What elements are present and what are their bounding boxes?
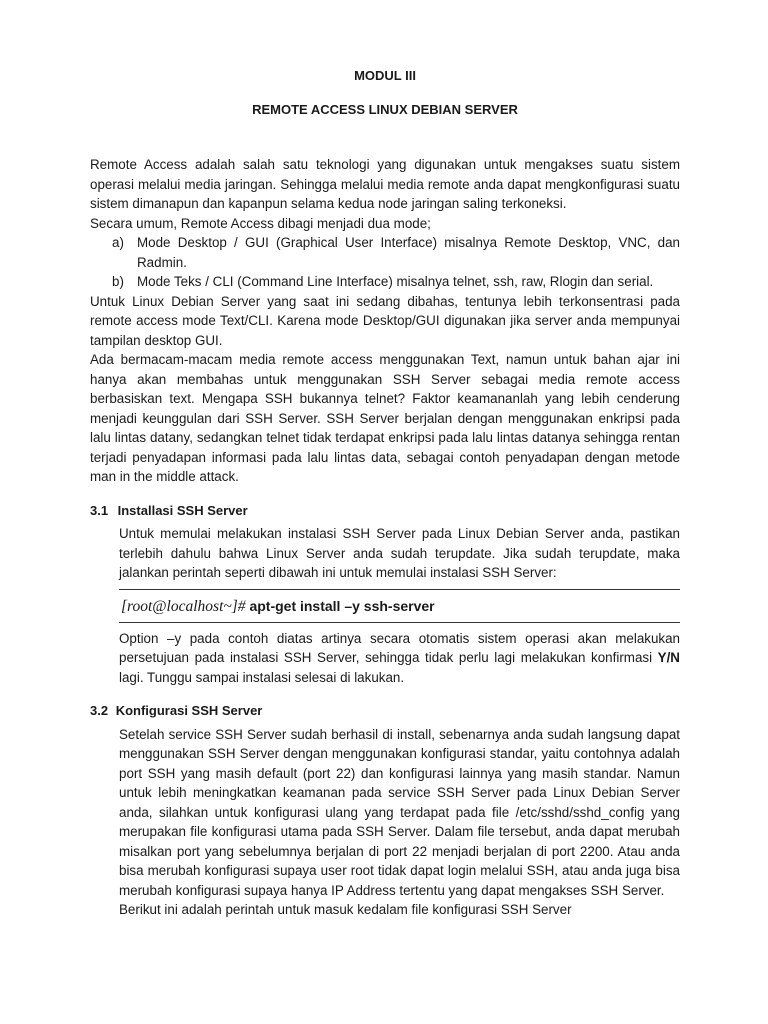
command-prompt: [root@localhost~]# <box>121 597 246 615</box>
intro-paragraph-4: Ada bermacam-macam media remote access menggunakan Text, namun untuk bahan ajar ini hanya akan membahas untuk menggunakan SSH Server sebagai media remote access berbasiskan text. Mengapa SSH bukannya telnet? Faktor keamananlah yang lebih cenderung menjadi keunggulan dari SSH Server. SSH Server berjalan dengan menggunakan enkripsi pada lalu lintas datany, sedangkan telnet tidak terdapat enkripsi pada lalu lintas datanya sehingga rentan terjadi penyadapan informasi pada lalu lintas data, sebagai contoh penyadapan dengan metode man in the middle attack. <box>90 352 680 484</box>
section-number: 3.2 <box>90 703 109 718</box>
module-heading: MODUL III <box>354 68 416 83</box>
section1-paragraph-1: Untuk memulai melakukan instalasi SSH Server pada Linux Debian Server anda, pastikan terlebih dahulu bahwa Linux Server anda sudah terupdate. Jika sudah terupdate, maka jalankan perintah seperti dibawah ini untuk memulai instalasi SSH Server: <box>119 526 680 580</box>
section1-p2-text: Option –y pada contoh diatas artinya secara otomatis sistem operasi akan melakukan persetujuan pada instalasi SSH Server, sehingga tidak perlu lagi melakukan konfirmasi <box>119 630 680 665</box>
command-box <box>119 589 680 623</box>
intro-paragraph-3: Untuk Linux Debian Server yang saat ini sedang dibahas, tentunya lebih terkonsentrasi pada remote access mode Text/CLI. Karena mode Desktop/GUI digunakan jika server anda mempunyai tampilan desktop GUI. <box>90 293 680 348</box>
yn-option: Y/N <box>657 650 680 665</box>
list-marker: a) <box>112 235 124 250</box>
list-item <box>90 233 680 272</box>
section-number: 3.1 <box>90 502 109 518</box>
page-title: REMOTE ACCESS LINUX DEBIAN SERVER <box>252 101 518 117</box>
section-title-text: Konfigurasi SSH Server <box>115 703 263 718</box>
list-marker: b) <box>112 274 124 289</box>
intro-paragraph-2: Secara umum, Remote Access dibagi menjadi dua mode; <box>90 215 431 231</box>
list-item <box>90 272 680 292</box>
command-text: apt-get install –y ssh-server <box>249 597 435 614</box>
section-title-text: Installasi SSH Server <box>117 502 248 518</box>
section1-p2-tail: lagi. Tunggu sampai instalasi selesai di lakukan. <box>119 669 405 685</box>
intro-paragraph-1: Remote Access adalah salah satu teknologi yang digunakan untuk mengakses suatu sistem operasi melalui media jaringan. Sehingga melalui media remote anda dapat mengkonfigurasi suatu sistem dimanapun dan kapanpun selama kedua node jaringan saling terkoneksi. <box>90 157 680 211</box>
section2-paragraph-2: Berikut ini adalah perintah untuk masuk kedalam file konfigurasi SSH Server <box>119 902 572 917</box>
section1-paragraph-2 <box>90 629 680 688</box>
section2-paragraph-1: Setelah service SSH Server sudah berhasil di install, sebenarnya anda sudah langsung dapat menggunakan SSH Server dengan menggunakan konfigurasi standar, yaitu contohnya adalah port SSH yang masih default (port 22) dan konfigurasi lainnya yang masih standar. Namun untuk lebih meningkatkan keamanan pada service SSH Server pada Linux Debian Server anda, silahkan untuk konfigurasi ulang yang terdapat pada file /etc/sshd/sshd_config yang merupakan file konfigurasi utama pada SSH Server. Dalam file tersebut, anda dapat merubah misalkan port yang sebelumnya berjalan di port 22 menjadi berjalan di port 2200. Atau anda bisa merubah konfigurasi supaya user root tidak dapat login melalui SSH, atau anda juga bisa merubah konfigurasi supaya hanya IP Address tertentu yang dapat mengakses SSH Server. <box>119 726 680 898</box>
section-heading-installasi <box>90 501 680 521</box>
command-line <box>121 596 435 617</box>
section-heading-konfigurasi <box>90 701 680 721</box>
list-item-text: Mode Desktop / GUI (Graphical User Interface) misalnya Remote Desktop, VNC, dan Radmin. <box>137 235 680 270</box>
remote-mode-list <box>90 233 680 292</box>
list-item-text: Mode Teks / CLI (Command Line Interface) misalnya telnet, ssh, raw, Rlogin dan serial. <box>137 274 654 289</box>
